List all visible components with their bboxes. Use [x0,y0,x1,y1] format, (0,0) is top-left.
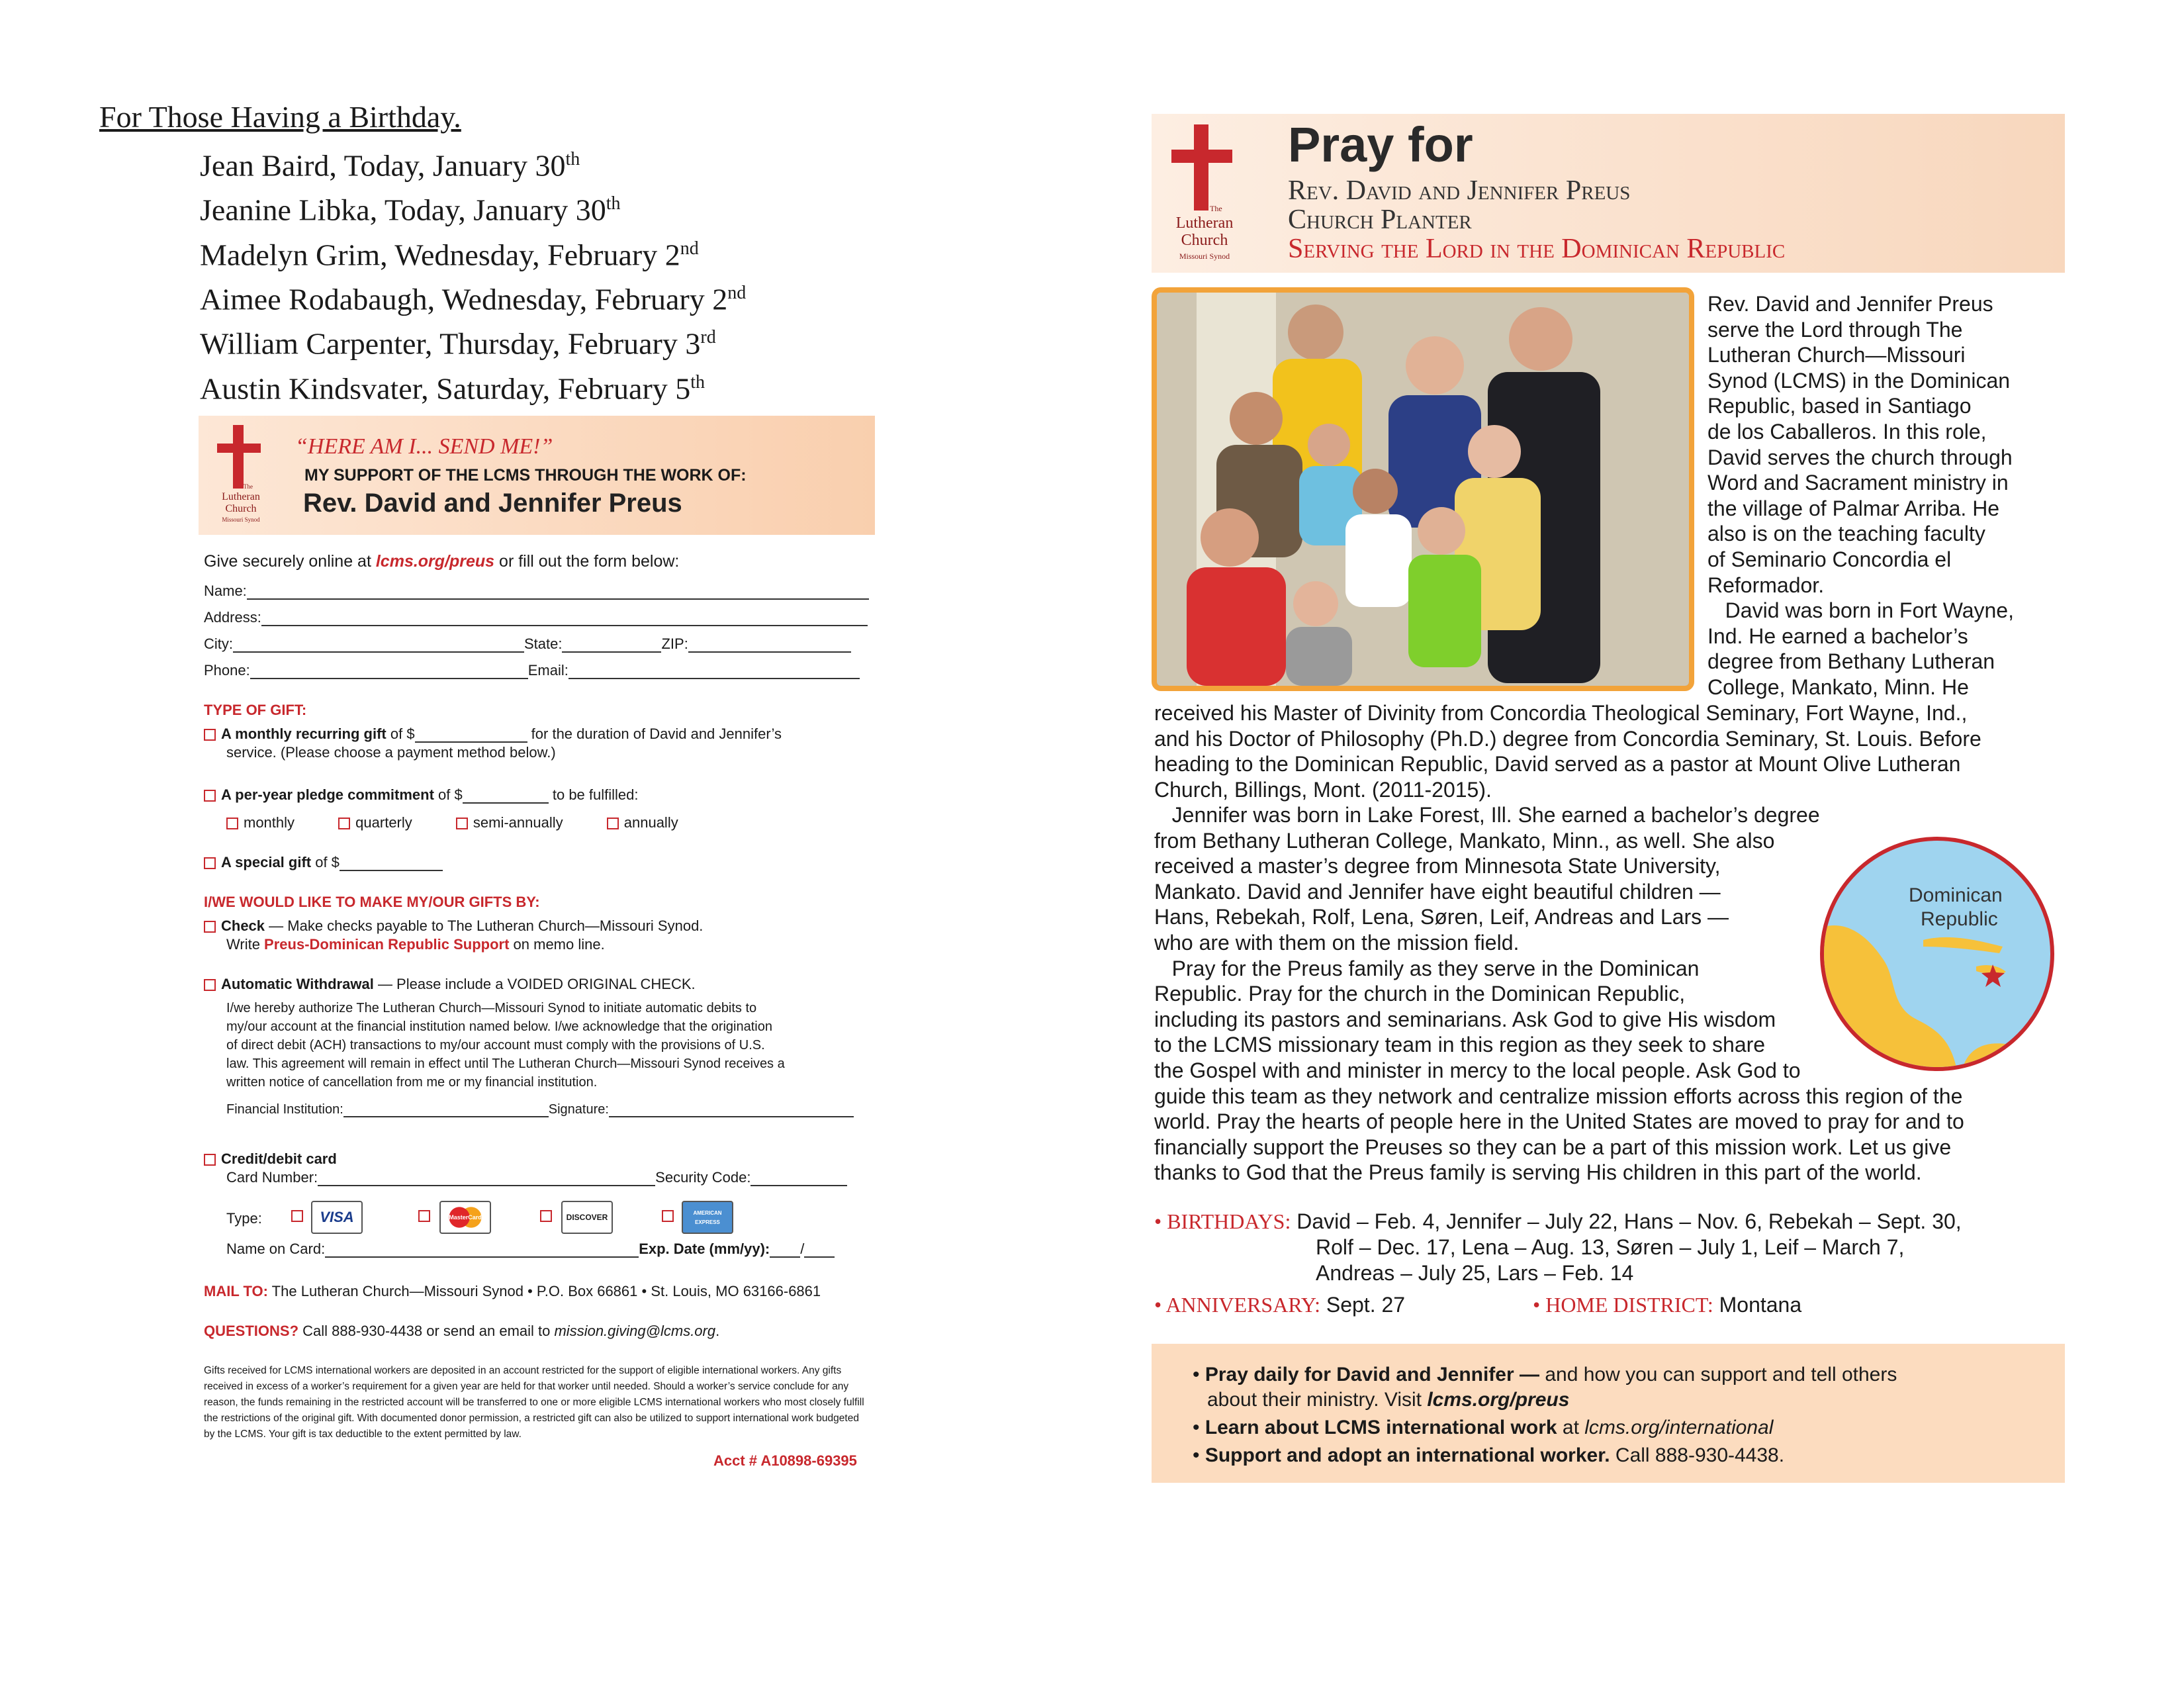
mastercard-icon: MasterCard [439,1201,491,1234]
checkbox[interactable] [204,1154,216,1166]
prayer-page: The Lutheran Church Missouri Synod Pray for Rev. David and Jennifer Preus Church Planter Serving the Lord in the Dominican Republic Rev. David and Jennifer Preus serve the Lord through The Lutheran Church—Missouri Synod (LCMS) in the Dominican Republic, based in Santiago de los Caballeros. In this role, David serves the church through Word and Sacrament ministry in the village of Palmar Arriba. He also is on the teaching faculty of Seminario Concordia el Reformador. David was born in Fort Wayne, Ind. He earned a bachelor’s degree from Bethany Lutheran College, Mankato, Minn. He received his Master of Divinity from Concordia Theological Seminary, Fort Wayne, Ind., and his Doctor of Philosophy (Ph.D.) degree from Concordia Seminary, St. Louis. Before heading to the Dominican Republic, David served as a pastor at Mount Olive Lutheran Church, Billings, Mont. (2011-2015). Jennifer was born in Lake Forest, Ill. She earned a bachelor’s degree from Bethany Lutheran College, Mankato, Minn., as well. She also received a master’s degree from Minnesota State University, Mankato. David and Jennifer have eight beautiful children — Hans, Rebekah, Rolf, Lena, Søren, Leif, Andreas and Lars — who are with them on the mission field. Pray for the Preus family as they serve in the Dominican Republic. Pray for the church in the Dominican Republic, including its pastors and seminarians. Ask God to give His wisdom to the LCMS missionary team in this region as they seek to share the Gospel with and minister in mercy to the local people. Ask God to guide this team as they network and centralize mission efforts across this region of the world. Pray the hearts of people here in the United States are moved to pray for and to financially support the Preuses so they can be a part of this mission work. Let us give thanks to God that the Preus family is serving His children in this part of the world. Dominican Republic • BIRTHDAYS: David – Feb. 4, Jennifer – July 22, Hans – Nov. 6, Rebekah – Sept. 30, Rolf – Dec. 17, Lena – Aug. 13, Søren – July 1, Leif – March 7, Andreas – July 25, Lars – Feb. 14 • ANNIVERSARY: Sept. 27 • HOME DISTRICT: Montana • Pray daily for David and Jennifer — and how you can support and tell others about their ministry. Visit lcms.org/preus • Learn about LCMS international work at lcms.org/international • Support and adopt an international worker. Call 888-930-4438. [1152,114,2065,1491]
checkbox-visa[interactable] [291,1210,303,1222]
checkbox-amex[interactable] [662,1210,674,1222]
map-image [1824,841,2050,1067]
check-option[interactable]: Check — Make checks payable to The Lutheran Church—Missouri Synod. [204,917,703,935]
fine-print: Gifts received for LCMS international workers are deposited in an account restricted for the support of eligible international workers. Any gifts [204,1365,842,1376]
checkbox-monthly[interactable] [226,818,238,829]
security-code-field[interactable]: Security Code: [655,1169,751,1186]
questions: QUESTIONS? Call 888-930-4438 or send an email to mission.giving@lcms.org. [204,1323,720,1339]
action-item-support: • Support and adopt an international worker. Call 888-930-4438. [1193,1444,1785,1466]
payment-method-heading: I/WE WOULD LIKE TO MAKE MY/OUR GIFTS BY: [204,894,540,910]
give-online-link[interactable]: lcms.org/preus [375,552,495,571]
birthdays-label: • BIRTHDAYS: [1154,1209,1291,1233]
birthday-item: Jean Baird, Today, January 30th [200,148,580,183]
checkbox[interactable] [204,729,216,741]
form-quote: “HERE AM I... SEND ME!” [295,434,553,459]
credit-card-option[interactable]: Credit/debit card [204,1150,337,1168]
financial-institution-field[interactable]: Financial Institution: Signature: [226,1100,854,1117]
checkbox-annually[interactable] [607,818,619,829]
checkbox[interactable] [204,921,216,933]
special-gift-option[interactable]: A special gift of $ [204,854,443,871]
name-on-card-field[interactable]: Name on Card: Exp. Date (mm/yy): / [226,1241,835,1258]
email-link[interactable]: mission.giving@lcms.org [554,1323,716,1339]
checkbox[interactable] [204,790,216,802]
birthday-item: William Carpenter, Thursday, February 3rd [200,326,716,361]
checkbox-mastercard[interactable] [418,1210,430,1222]
body-text-1: received his Master of Divinity from Concordia Theological Seminary, Fort Wayne, Ind., and his Doctor of Philosophy (Ph.D.) degree from Concordia Seminary, St. Louis. Before heading to the Dominican Republic, David served as a pastor at Mount Olive Lutheran Church, Billings, Mont. (2011-2015). [1154,701,1981,802]
action-box: • Pray daily for David and Jennifer — and how you can support and tell others about their ministry. Visit lcms.org/preus • Learn about LCMS international work at lcms.org/international • Support and adopt an international worker. Call 888-930-4438. [1152,1344,2065,1483]
family-photo-image [1157,293,1689,686]
body-text-2: Jennifer was born in Lake Forest, Ill. She earned a bachelor’s degree from Bethany Lutheran College, Mankato, Minn., as well. She also received a master’s degree from Minnesota State University, Mankato. David and Jennifer have eight beautiful children — Hans, Rebekah, Rolf, Lena, Søren, Leif, Andreas and Lars — who are with them on the mission field. Pray for the Preus family as they serve in the Dominican Republic. Pray for the church in the Dominican Republic, including its pastors and seminarians. Ask God to give His wisdom to the LCMS missionary team in this region as they seek to share the Gospel with and minister in mercy to the local people. Ask God to guide this team as they network and centralize mission efforts across this region of the world. Pray the hearts of people here in the United States are moved to pray for and to financially support the Preuses so they can be a part of this mission work. Let us give thanks to God that the Preus family is serving His children in this part of the world. [1154,803,1964,1185]
anniversary-fact: • ANNIVERSARY: Sept. 27 [1154,1293,1406,1317]
pray-for-title: Pray for [1288,117,1473,172]
birthday-item: Jeanine Libka, Today, January 30th [200,193,621,227]
lcms-logo: The Lutheran Church Missouri Synod [208,422,274,528]
international-link[interactable]: lcms.org/international [1584,1417,1774,1438]
birthday-item: Austin Kindsvater, Saturday, February 5th [200,371,705,405]
checkbox[interactable] [204,857,216,869]
missionary-role: Church Planter [1288,205,1472,235]
monthly-gift-option[interactable]: A monthly recurring gift of $ for the duration of David and Jennifer’s [204,726,782,743]
birthdays-facts: • BIRTHDAYS: David – Feb. 4, Jennifer – July 22, Hans – Nov. 6, Rebekah – Sept. 30, [1154,1209,1962,1233]
card-type-label: Type: [226,1210,262,1227]
checkbox[interactable] [204,979,216,991]
prayer-banner [1152,114,2065,273]
visa-icon: VISA [311,1201,363,1234]
cross-icon [1194,124,1208,211]
pledge-gift-option[interactable]: A per-year pledge commitment of $ to be fulfilled: [204,786,639,804]
preus-link[interactable]: lcms.org/preus [1427,1389,1570,1411]
mail-to: MAIL TO: The Lutheran Church—Missouri Synod • P.O. Box 66861 • St. Louis, MO 63166-6861 [204,1283,821,1299]
checkbox-semi-annually[interactable] [456,818,468,829]
map-label-line2: Republic [1921,908,1998,930]
lcms-logo: The Lutheran Church Missouri Synod [1158,122,1251,267]
birthday-list [200,140,746,408]
type-of-gift-heading: TYPE OF GIFT: [204,702,307,718]
address-field[interactable]: Address: [204,609,868,626]
missionary-names: Rev. David and Jennifer Preus [1288,175,1631,206]
card-number-field[interactable]: Card Number: Security Code: [226,1169,847,1186]
birthday-item: Madelyn Grim, Wednesday, February 2nd [200,237,699,271]
birthday-heading: For Those Having a Birthday. [99,100,461,134]
dominican-republic-map [1820,837,2054,1071]
pledge-frequency-options: monthly quarterly semi-annually annually [226,814,678,831]
email-field[interactable]: Email: [527,662,569,679]
serving-line: Serving the Lord in the Dominican Republic [1288,234,1786,264]
name-field[interactable]: Name: [204,583,869,600]
action-item-learn: • Learn about LCMS international work at lcms.org/international [1193,1417,1774,1438]
map-label-line1: Dominican [1909,884,2003,906]
cross-icon [233,425,244,489]
phone-field[interactable]: Phone: Email: [204,662,860,679]
memo-text: Preus-Dominican Republic Support [264,936,510,953]
amex-icon: AMERICAN EXPRESS [682,1201,733,1234]
discover-icon: DISCOVER [561,1201,613,1234]
state-field[interactable]: State: [524,635,563,652]
home-district-fact: • HOME DISTRICT: Montana [1533,1293,1802,1317]
signature-field[interactable]: Signature: [548,1102,609,1117]
intro-column: Rev. David and Jennifer Preus serve the Lord through The Lutheran Church—Missouri Synod (LCMS) in the Dominican Republic, based in Santiago de los Caballeros. In this role, David serves the church through Word and Sacrament ministry in the village of Palmar Arriba. He also is on the teaching faculty of Seminario Concordia el Reformador. David was born in Fort Wayne, Ind. He earned a bachelor’s degree from Bethany Lutheran College, Mankato, Minn. He [1707,292,2014,699]
checkbox-discover[interactable] [540,1210,552,1222]
form-names: Rev. David and Jennifer Preus [303,489,682,518]
form-banner [199,416,875,535]
family-photo [1152,287,1694,691]
exp-date-field[interactable]: Exp. Date (mm/yy): [639,1241,770,1257]
account-number: Acct # A10898-69395 [713,1452,857,1469]
action-item-pray: • Pray daily for David and Jennifer — and how you can support and tell others [1193,1364,1897,1385]
checkbox-quarterly[interactable] [338,818,350,829]
give-online-text: Give securely online at lcms.org/preus or fill out the form below: [204,552,680,571]
auto-withdrawal-option[interactable]: Automatic Withdrawal — Please include a VOIDED ORIGINAL CHECK. [204,976,696,993]
city-field[interactable]: City: State: ZIP: [204,635,851,653]
zip-field[interactable]: ZIP: [661,635,688,652]
birthday-item: Aimee Rodabaugh, Wednesday, February 2nd [200,282,747,316]
form-support-line: MY SUPPORT OF THE LCMS THROUGH THE WORK OF: [304,466,747,485]
giving-form: The Lutheran Church Missouri Synod “HERE AM I... SEND ME!” MY SUPPORT OF THE LCMS THROUGH THE WORK OF: Rev. David and Jennifer Preus Give securely online at lcms.org/preus or fill out the form below: Name: Address: City: State: ZIP: Phone: Email: TYPE OF GIFT: A monthly recurring gift of $ for the duration of David and Jennifer’s service. (Please choose a payment method below.) A per-year pledge commitment of $ to be fulfilled: monthly quarterly semi-annually annually A special gift of $ I/WE WOULD LIKE TO MAKE MY/OUR GIFTS BY: Check — Make checks payable to The Lutheran Church—Missouri Synod. Write Preus-Dominican Republic Support on memo line. Automatic Withdrawal — Please include a VOIDED ORIGINAL CHECK. I/we hereby authorize The Lutheran Church—Missouri Synod to initiate automatic debits to my/our account at the financial institution named below. I/we acknowledge that the origination of direct debit (ACH) transactions to my/our account must comply with the provisions of U.S. law. This agreement will remain in effect until The Lutheran Church—Missouri Synod receives a written notice of cancellation from me or my financial institution. Financial Institution: Signature: Credit/debit card Card Number: Security Code: Type: VISA MasterCard DISCOVER AMERICAN EXPRESS Name on Card: Exp. Date (mm/yy): / MAIL TO: The Lutheran Church—Missouri Synod • P.O. Box 66861 • St. Louis, MO 63166-6861 QUESTIONS? Call 888-930-4438 or send an email to mission.giving@lcms.org. Gifts received for LCMS international workers are deposited in an account restricted for the support of eligible international workers. Any gifts received in excess of a worker’s requirement for a given year are held for that worker until needed. Should a worker’s service conclude for any reason, the funds remaining in the restricted account will be transferred to one or more eligible LCMS international workers who most closely fulfill the restrictions of the original gift. With documented donor permission, a restricted gift can also be utilized to support international work budgeted by the LCMS. Your gift is tax deductible to the extent permitted by law. Acct # A10898-69395 [199,416,875,1475]
